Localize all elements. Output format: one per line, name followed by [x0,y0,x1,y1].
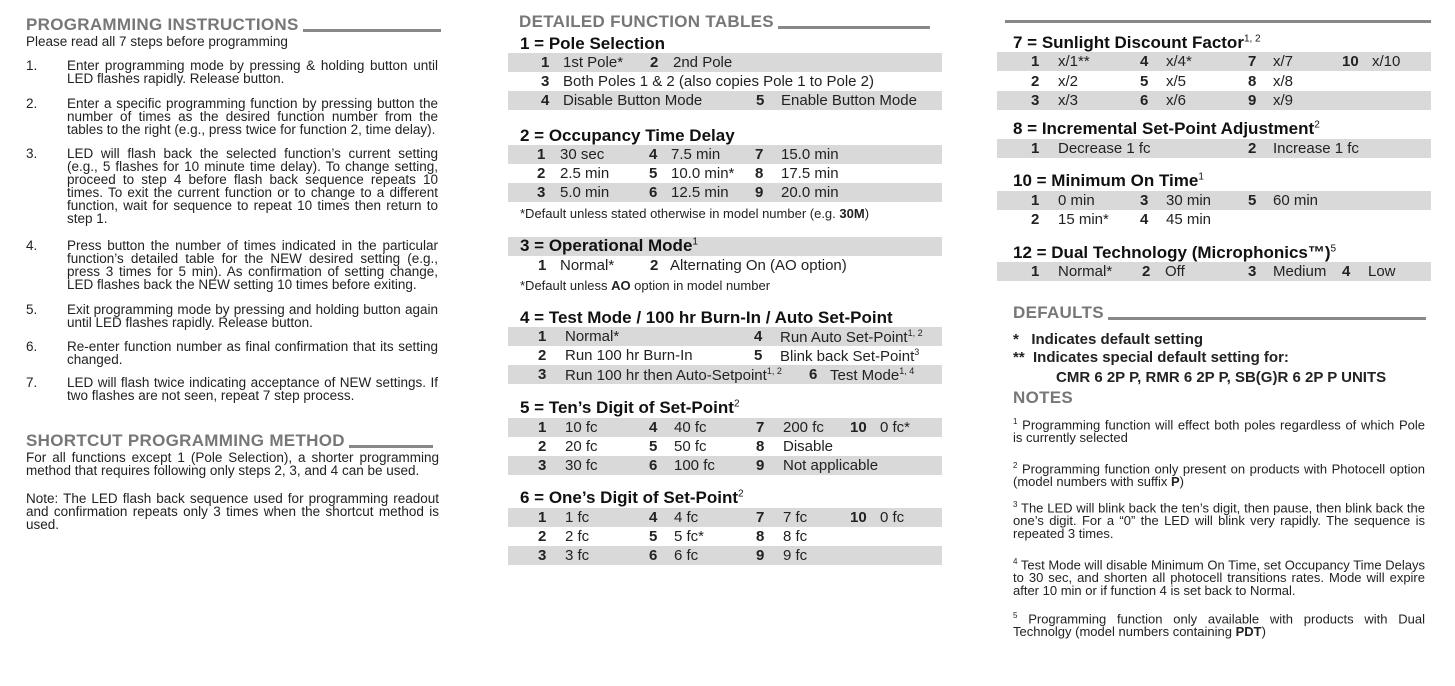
function-12-row-1 [997,262,1431,281]
table-cell-text [649,419,657,436]
table-cell-text: 5 [1013,611,1018,620]
table-cell-text: 5 [649,438,658,455]
table-cell-text: 3 [1140,192,1149,209]
table-cell-text [809,366,817,383]
step-2: 2. Enter a specific programming function by pressing button the number of times as the desired function number from the tables to the right (e.g., press twice for function 2, time delay). [26,96,438,137]
table-cell-text [650,257,658,274]
table-cell-text: 5 [649,528,658,545]
table-cell-text: 12 = Dual Technology (Microphonics™) [1013,243,1331,262]
table-cell-text [756,438,764,455]
table-cell-text: Programming function only present on products with Photocell option (model numbers with suffix [1013,461,1425,490]
table-cell-text: 5 [1330,243,1337,255]
note-4 [1013,555,1425,597]
table-cell-text: 30 min [1166,192,1212,209]
table-cell-text [538,547,546,564]
table-cell-text [538,347,546,364]
function-3-title [520,236,698,256]
table-cell-text: 6 [1140,92,1149,109]
heading-rule [349,445,433,448]
table-cell-text [1248,92,1256,109]
table-cell-text [649,528,657,545]
table-cell-text: 3 [537,184,546,201]
table-cell-text: 8 [755,165,764,182]
table-cell-text [649,165,657,182]
table-cell-text: 3 fc [565,547,590,564]
table-cell-text [1140,53,1148,70]
table-cell-text: 4 [649,509,658,526]
table-cell-text: 2 [1031,211,1040,228]
table-cell-text [1031,263,1039,280]
table-cell-text: 50 fc [674,438,707,455]
table-cell-text: *Default unless [520,278,612,293]
table-cell-text: Programming function only available with products with Dual Technolgy (model numbers containing [1013,611,1425,640]
table-cell-text [756,547,764,564]
table-cell-text: 4 fc [674,509,699,526]
heading-text: PROGRAMMING INSTRUCTIONS [26,15,299,34]
table-cell-text: Disable Button Mode [563,92,703,109]
table-cell-text: 5 fc* [674,528,705,545]
table-cell-text: 2 [650,257,659,274]
table-cell-text: 4 [1140,53,1149,70]
function-7-title [1013,33,1261,53]
function-6-row-3 [508,546,942,565]
table-cell-text: 2 [1248,140,1257,157]
function-7-row-2 [997,72,1431,91]
table-cell-text: 2 [1314,119,1320,131]
function-5-title [520,398,740,418]
table-cell-text: 7 [756,509,765,526]
table-cell-text: x/3 [1058,92,1079,109]
table-cell-text: 8 fc [783,528,808,545]
table-cell-text: 7 [1248,53,1257,70]
function-1-row-2 [508,72,942,91]
table-cell-text: 20.0 min [781,184,839,201]
function-2-title: 2 = Occupancy Time Delay [520,126,735,145]
default-units: CMR 6 2P P, RMR 6 2P P, SB(G)R 6 2P P UNITS [1056,369,1387,386]
programming-instructions-heading [26,15,441,35]
table-cell-text: Increase 1 fc [1273,140,1359,157]
table-cell-text: 2nd Pole [673,54,733,71]
table-cell-text: Run Auto Set-Point$^{1, 2}$ [780,328,923,346]
function-4-row-1 [508,327,942,346]
table-cell-text: 7 = Sunlight Discount Factor [1013,33,1244,52]
table-cell-text: 6 [649,457,658,474]
shortcut-text: For all functions except 1 (Pole Selection), a shorter programming method that requires following only steps 2, 3, and 4 can be used. [26,450,439,478]
table-cell-text: 10 fc [565,419,598,436]
table-cell-text: 4 [541,92,550,109]
table-cell-text: 2 [1013,461,1018,470]
table-cell-text: 200 fc [783,419,824,436]
table-cell-text: 15 min* [1058,211,1109,228]
table-cell-text [1248,192,1256,209]
table-cell-text: 5 [756,92,765,109]
table-cell-text: x/4* [1166,53,1192,70]
table-cell-text [754,347,762,364]
table-cell-text: Alternating On (AO option) [670,257,847,274]
function-8-title [1013,119,1320,139]
table-cell-text: 2 [537,165,546,182]
table-cell-text [538,528,546,545]
table-cell-text: 2 fc [565,528,590,545]
function-6-title [520,488,744,508]
table-cell-text [1031,92,1039,109]
table-cell-text [756,457,764,474]
table-cell-text [1248,263,1256,280]
table-cell-text: Run 100 hr Burn-In [565,347,693,364]
function-5-row-1 [508,418,942,437]
table-cell-text: 7 fc [783,509,808,526]
table-cell-text: Decrease 1 fc [1058,140,1151,157]
default-note-1: * Indicates default setting [1013,331,1204,348]
table-cell-text: 6 [809,366,818,383]
table-cell-text: Both Poles 1 & 2 (also copies Pole 1 to Pole 2) [563,73,875,90]
table-cell-text: 3 [541,73,550,90]
table-cell-text [538,257,546,274]
table-cell-text [538,509,546,526]
table-cell-text [537,184,545,201]
function-12-title [1013,243,1336,263]
table-cell-text: 5 [754,347,763,364]
table-cell-text [1140,211,1148,228]
table-cell-text: 10 [850,509,867,526]
table-cell-text: 1 fc [565,509,590,526]
table-cell-text: The LED will blink back the ten’s digit, then pause, then blink back the one’s digit. For a “0” the LED will blink very rapidly. The sequence is repeated 3 times. [1013,500,1425,542]
table-cell-text: 10 [850,419,867,436]
table-cell-text: 6 [649,547,658,564]
table-cell-text: 5 [1140,73,1149,90]
table-cell-text [1031,140,1039,157]
table-cell-text: 1 [1031,140,1040,157]
table-cell-text: 12.5 min [671,184,729,201]
table-cell-text [541,92,549,109]
table-cell-text: 4 [1013,557,1018,566]
table-cell-text: 10.0 min* [671,165,735,182]
note-5 [1013,609,1425,638]
default-note-2: ** Indicates special default setting for: [1013,349,1289,366]
table-cell-text: 4 [649,146,658,163]
step-6: 6. Re-enter function number as final confirmation that its setting changed. [26,339,438,367]
step-7: 7. LED will flash twice indicating acceptance of NEW settings. If two flashes are not seen, repeat 7 step process. [26,375,438,403]
table-cell-text: 7 [756,419,765,436]
table-cell-text [755,184,763,201]
table-cell-text: 2 [1142,263,1151,280]
step-5: 5. Exit programming mode by pressing and holding button again until LED flashes rapidly. Release button. [26,302,438,330]
table-cell-text: Test Mode will disable Minimum On Time, set Occupancy Time Delays to 30 sec, and shorten all photocell transitions rates. Mode will expire after 10 min or if function 4 is set back to Normal. [1013,557,1425,599]
table-cell-text: 1 [1198,171,1204,183]
table-cell-text [1248,53,1256,70]
table-cell-text: 2 [1031,73,1040,90]
table-cell-text [756,509,764,526]
function-1-row-1 [508,53,942,72]
table-cell-text [1140,192,1148,209]
table-cell-text: x/1** [1058,53,1090,70]
table-cell-text: 1, 4 [899,366,915,376]
table-cell-text: 1 [541,54,550,71]
function-7-row-1 [997,52,1431,71]
shortcut-note: Note: The LED flash back sequence used for programming readout and confirmation repeats only 3 times when the shortcut method is used. [26,491,439,532]
table-cell-text [755,165,763,182]
table-cell-text: 0 fc* [880,419,911,436]
table-cell-text: 1 [538,419,547,436]
table-cell-text: 0 fc [880,509,905,526]
table-cell-text: 6 [649,184,658,201]
table-cell-text: 2 [733,398,740,410]
table-cell-text: Programming function will effect both poles regardless of which Pole is currently selected [1013,417,1425,446]
table-cell-text [1140,92,1148,109]
table-cell-text [850,509,867,526]
function-5-row-3 [508,456,942,475]
table-cell-text: 9 [1248,92,1257,109]
function-3-footnote [520,279,770,292]
note-1 [1013,415,1425,444]
table-cell-text: 1 [537,146,546,163]
table-cell-text: 2 [538,438,547,455]
function-7-row-3 [997,91,1431,110]
heading-text: DEFAULTS [1013,303,1104,322]
function-10-row-1 [997,191,1431,210]
table-cell-text [1031,211,1039,228]
table-cell-text: x/5 [1166,73,1187,90]
table-cell-text: Normal* [1058,263,1113,280]
table-cell-text [649,457,657,474]
table-cell-text: 1, 2 [766,366,782,376]
step-3: 3. LED will flash back the selected function’s current setting (e.g., 5 flashes for 10 minute time delay). To change setting, proceed to step 4 before flash back sequence repeats 10 times. To exit the current function or to change to a different function, wait for sequence to repeat 10 times then return to step 1. [26,146,438,226]
table-cell-text [537,146,545,163]
table-cell-text: 3 [1013,500,1018,509]
table-cell-text [649,547,657,564]
table-cell-text: 7.5 min [671,146,721,163]
table-cell-text: 1 [1013,417,1018,426]
heading-rule [1108,317,1426,320]
table-cell-text: ) [1261,624,1266,640]
table-cell-text: 8 [756,528,765,545]
table-cell-text [649,509,657,526]
table-cell-text: x/6 [1166,92,1187,109]
table-cell-text: 5 [649,165,658,182]
table-cell-text: 1, 2 [907,328,923,338]
function-6-row-1 [508,508,942,527]
defaults-heading [1013,303,1426,323]
function-3-row-1 [508,256,942,275]
table-cell-text [538,419,546,436]
table-cell-text: 2 [650,54,659,71]
table-cell-text [1248,140,1256,157]
table-cell-text [1342,53,1359,70]
heading-text: NOTES [1013,388,1074,407]
table-cell-text: 40 fc [674,419,707,436]
table-cell-text: Disable [783,438,834,455]
table-cell-text: 4 [1342,263,1351,280]
table-cell-text: 2.5 min [560,165,610,182]
table-cell-text: Normal* [560,257,615,274]
heading-text: SHORTCUT PROGRAMMING METHOD [26,431,345,450]
function-1-title: 1 = Pole Selection [520,34,666,53]
table-cell-text: 3 [538,366,547,383]
table-cell-text: 3 = Operational Mode [520,236,693,255]
function-6-row-2 [508,527,942,546]
table-cell-text: 9 [755,184,764,201]
function-10-row-2 [997,210,1431,229]
function-2-row-3 [508,183,942,202]
table-cell-text: Low [1368,263,1396,280]
table-cell-text: 2 [738,488,744,500]
table-cell-text: 8 [756,438,765,455]
function-2-row-1 [508,145,942,164]
table-cell-text: 5 = Ten’s Digit of Set-Point [520,398,734,417]
programming-intro: Please read all 7 steps before programming [26,34,288,49]
table-cell-text [538,457,546,474]
table-cell-text: ) [1179,474,1185,490]
table-cell-text [538,438,546,455]
table-cell-text: 20 fc [565,438,598,455]
table-cell-text [538,328,546,345]
table-cell-text: Off [1165,263,1185,280]
table-cell-text: 3 [1248,263,1257,280]
table-cell-text: 9 [756,457,765,474]
table-cell-text [756,92,764,109]
table-cell-text: 3 [538,547,547,564]
table-cell-text [649,184,657,201]
table-cell-text [756,419,764,436]
function-10-title [1013,171,1204,191]
step-4: 4. Press button the number of times indicated in the particular function’s detailed table for the NEW desired setting (e.g., press 3 times for 5 min). As confirmation of setting change, LED flashes back the NEW setting 10 times before exiting. [26,238,438,292]
table-cell-text [756,528,764,545]
table-cell-text: *Default unless stated otherwise in model number (e.g. [520,206,840,221]
table-cell-text: AO [611,278,631,293]
table-cell-text: 100 fc [674,457,715,474]
table-cell-text: 4 [754,328,763,345]
table-cell-text [1031,73,1039,90]
table-cell-text [850,419,867,436]
table-cell-text: 1 [538,509,547,526]
table-cell-text: 8 = Incremental Set-Point Adjustment [1013,119,1315,138]
table-cell-text: 3 [914,347,920,357]
table-cell-text: x/7 [1273,53,1294,70]
table-cell-text: 1, 2 [1243,33,1261,45]
detailed-tables-heading [519,12,930,32]
table-cell-text [650,54,658,71]
table-cell-text: Medium [1273,263,1327,280]
note-3 [1013,498,1425,540]
table-cell-text: 1 [692,236,698,248]
table-cell-text: 5.0 min [560,184,610,201]
table-cell-text [1248,73,1256,90]
note-2 [1013,459,1425,488]
table-cell-text: Run 100 hr then Auto-Setpoint$^{1, 2}$ [565,366,782,384]
table-cell-text: 6 fc [674,547,699,564]
table-cell-text: 1st Pole* [563,54,624,71]
table-cell-text: 3 [1031,92,1040,109]
table-cell-text: Not applicable [783,457,879,474]
table-cell-text: 10 = Minimum On Time [1013,171,1199,190]
table-cell-text [1142,263,1150,280]
table-cell-text: PDT [1235,624,1262,640]
table-cell-text: 15.0 min [781,146,839,163]
table-cell-text: 2 [538,347,547,364]
table-cell-text: 30 fc [565,457,598,474]
table-cell-text: P [1171,474,1180,490]
heading-rule [303,29,441,32]
table-cell-text: 6 = One’s Digit of Set-Point [520,488,739,507]
table-cell-text: Enable Button Mode [781,92,917,109]
function-4-row-2 [508,346,942,365]
table-cell-text: 4 [1140,211,1149,228]
heading-rule [778,26,930,29]
table-cell-text: Test Mode$^{1, 4}$ [830,366,915,384]
table-cell-text: 9 fc [783,547,808,564]
heading-rule [1005,20,1431,23]
table-cell-text: 7 [755,146,764,163]
table-cell-text: 3 [538,457,547,474]
right-top-rule [1005,20,1431,26]
function-8-row-1 [997,139,1431,158]
table-cell-text: x/9 [1273,92,1294,109]
table-cell-text: 5 [1248,192,1257,209]
table-cell-text: 4 [649,419,658,436]
table-cell-text: 30M [839,206,865,221]
table-cell-text: 1 [538,257,547,274]
table-cell-text: option in model number [630,278,771,293]
table-cell-text: Blink back Set-Point$^3$ [780,347,920,365]
function-5-row-2 [508,437,942,456]
heading-text: DETAILED FUNCTION TABLES [519,12,774,31]
table-cell-text: 8 [1248,73,1257,90]
table-cell-text: 0 min [1058,192,1095,209]
table-cell-text: 30 sec [560,146,605,163]
table-cell-text: x/2 [1058,73,1079,90]
table-cell-text [755,146,763,163]
table-cell-text [538,366,546,383]
table-cell-text: x/8 [1273,73,1294,90]
table-cell-text: x/10 [1372,53,1401,70]
table-cell-text: 10 [1342,53,1359,70]
function-2-row-2 [508,164,942,183]
function-4-title: 4 = Test Mode / 100 hr Burn-In / Auto Set-Point [520,308,893,327]
table-cell-text: 1 [1031,192,1040,209]
table-cell-text: 45 min [1166,211,1212,228]
function-2-footnote [520,207,869,220]
table-cell-text: 1 [538,328,547,345]
function-1-row-3 [508,91,942,110]
table-cell-text: ) [864,206,870,221]
step-1: 1. Enter programming mode by pressing & holding button until LED flashes rapidly. Release button. [26,58,438,86]
table-cell-text [1342,263,1350,280]
table-cell-text: 60 min [1273,192,1319,209]
table-cell-text [754,328,762,345]
table-cell-text [1031,53,1039,70]
table-cell-text: 1 [1031,263,1040,280]
table-cell-text: 9 [756,547,765,564]
table-cell-text [537,165,545,182]
table-cell-text [541,54,549,71]
table-cell-text: 1 [1031,53,1040,70]
shortcut-heading [26,431,433,451]
table-cell-text [649,146,657,163]
table-cell-text [1031,192,1039,209]
table-cell-text [1140,73,1148,90]
table-cell-text [541,73,549,90]
table-cell-text: Normal* [565,328,620,345]
table-cell-text: 2 [538,528,547,545]
notes-heading [1013,388,1073,408]
table-cell-text [649,438,657,455]
table-cell-text: 17.5 min [781,165,839,182]
function-4-row-3 [508,365,942,384]
